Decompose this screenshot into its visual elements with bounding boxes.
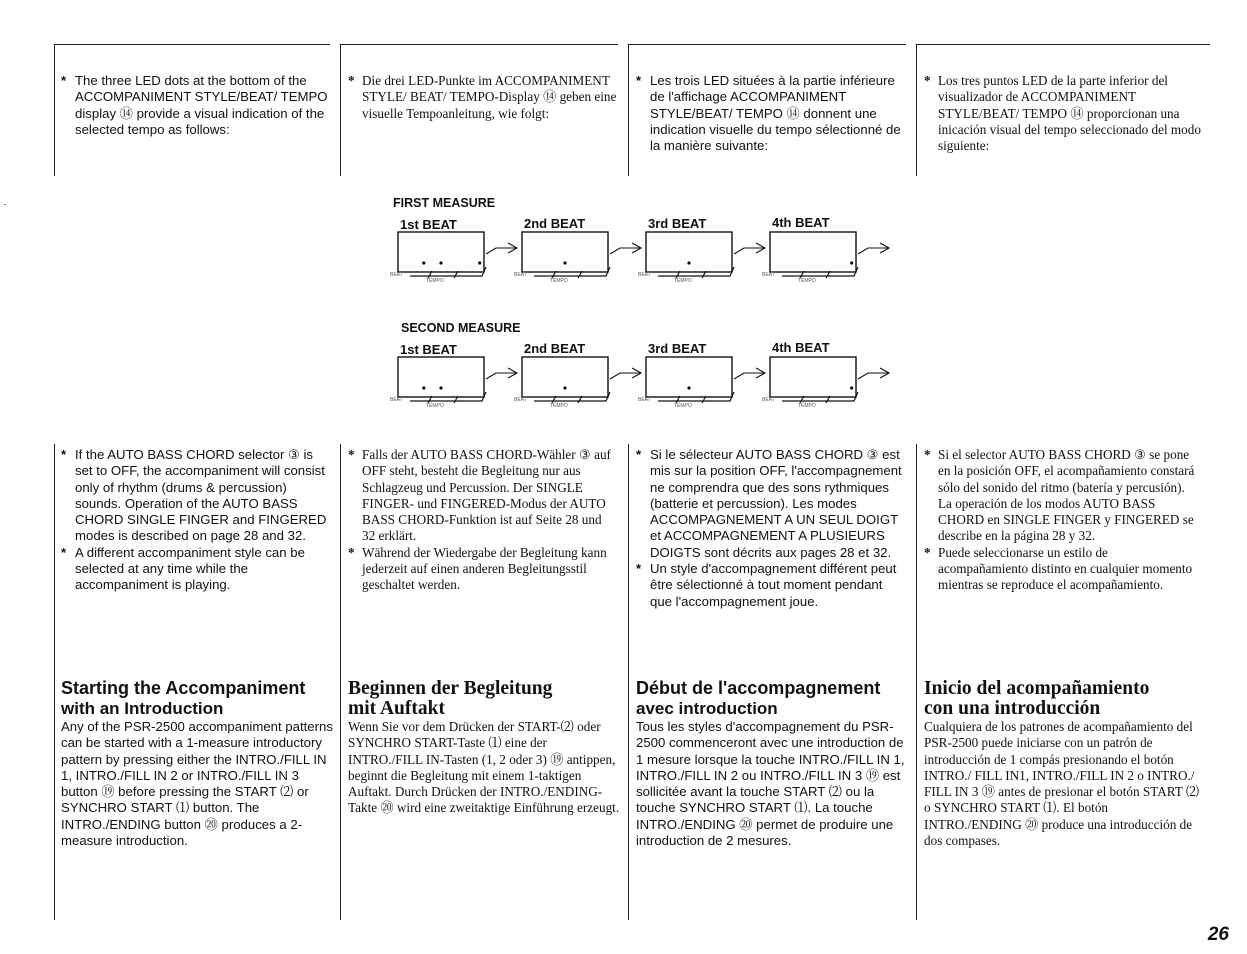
left-rule-col-1-bottom: [54, 444, 55, 920]
lcd-bezel-m1-b2: [534, 267, 610, 278]
led-dot-m1-b4-3: [850, 261, 853, 264]
fr-intro-bullet: * Les trois LED situées à la partie inférieure de l'affichage ACCOMPANIMENT STYLE/BEAT/ TEMPO ⑭ donnent une indication visuelle du tempo sélectionné de la manière suivante:: [636, 73, 908, 154]
beat-label-2-2: 2nd BEAT: [524, 341, 586, 356]
es-intro-bullet: * Los tres puntos LED de la parte inferior del visualizador de ACCOMPANIMENT STYLE/BEAT/ TEMPO ⑭ proporcionan una inicación visual del tempo seleccionado del modo siguiente:: [924, 73, 1208, 154]
tempo-caption-m1-b3: TEMPO: [674, 278, 692, 284]
led-dot-m1-b1-2: [439, 261, 442, 264]
de-note-2: * Während der Wiedergabe der Begleitung kann jederzeit auf einen anderen Begleitungsstil geschaltet werden.: [348, 545, 614, 594]
beat-arrow-m2-b1: [486, 368, 517, 379]
tempo-caption-m1-b1: TEMPO: [426, 278, 444, 284]
lcd-box-m1-b2: [522, 232, 608, 272]
tempo-caption-m1-b4: TEMPO: [798, 278, 816, 284]
de-subheading: mit Auftakt: [348, 698, 445, 719]
beat-caption-m1-b2: BEAT: [514, 272, 527, 278]
de-body: Wenn Sie vor dem Drücken der START-⑵ oder SYNCHRO START-Taste ⑴ eine der INTRO./FILL IN-Tasten (1, 2 oder 3) ⑲ antippen, beginnt die Begleitung mit einem 1-taktigen Auftakt. Durch Drücken der INTRO./ENDING-Takte ⑳ wird eine zweitaktige Einführung erzeugt.: [348, 719, 620, 816]
led-dot-m2-b4-3: [850, 386, 853, 389]
en-heading: Starting the Accompaniment: [61, 678, 306, 698]
fr-section: [636, 678, 912, 849]
de-heading: Beginnen der Begleitung: [348, 678, 553, 699]
de-note-1: * Falls der AUTO BASS CHORD-Wähler ③ auf OFF steht, besteht die Begleitung nur aus Schlagzeug und Percussion. Der SINGLE FINGER- und FINGERED-Modus der AUTO BASS CHORD-Funktion ist auf Seite 28 und 32 erklärt.: [348, 447, 614, 545]
lcd-box-m1-b4: [770, 232, 856, 272]
led-dot-m2-b1-2: [439, 386, 442, 389]
fr-note-1: * Si le sélecteur AUTO BASS CHORD ③ est mis sur la position OFF, l'accompagnement ne comprendra que des sons rythmiques (batterie et percussion). Les modes ACCOMPAGNEMENT A UN SEUL DOIGT et ACCOMPAGNEMENT A PLUSIEURS DOIGTS sont décrits aux pages 28 et 32.: [636, 447, 908, 561]
left-rule-col-2-top: [340, 44, 341, 176]
top-rule-col-4: [916, 44, 1210, 45]
es-body: Cualquiera de los patrones de acompañamiento del PSR-2500 puede iniciarse con un patrón de introducción de 1 compás presionando el botón INTRO./ FILL IN1, INTRO./FILL IN 2 o INTRO./ FILL IN 3 ⑲ antes de presionar el botón START ⑵ o SYNCHRO START ⑴. El botón INTRO./ENDING ⑳ produce una introducción de dos compases.: [924, 719, 1200, 849]
top-rule-col-1: [54, 44, 330, 45]
left-rule-col-3-top: [628, 44, 629, 176]
measure-title-1: FIRST MEASURE: [393, 196, 496, 210]
tempo-caption-m2-b2: TEMPO: [550, 403, 568, 409]
beat-label-2-4: 4th BEAT: [772, 340, 830, 355]
en-subheading: with an Introduction: [61, 699, 224, 718]
es-subheading: con una introducción: [924, 698, 1101, 719]
lcd-box-m1-b1: [398, 232, 484, 272]
en-note-1: * If the AUTO BASS CHORD selector ③ is set to OFF, the accompaniment will consist only of rhythm (drums & percussion) sounds. Operation of the AUTO BASS CHORD SINGLE FINGER and FINGERED modes is described on page 28 and 32.: [61, 447, 333, 545]
measure-title-2: SECOND MEASURE: [401, 321, 521, 335]
en-intro-bullet: * The three LED dots at the bottom of the ACCOMPANIMENT STYLE/BEAT/ TEMPO display ⑭ provide a visual indication of the selected tempo as follows:: [61, 73, 331, 138]
de-intro-bullet: * Die drei LED-Punkte im ACCOMPANIMENT STYLE/ BEAT/ TEMPO-Display ⑭ geben eine visuelle Tempoanleitung, wie folgt:: [348, 73, 620, 122]
tempo-caption-m2-b4: TEMPO: [798, 403, 816, 409]
beat-arrow-m1-b4: [858, 243, 889, 254]
led-dot-m2-b1-1: [422, 386, 425, 389]
beat-label-1-2: 2nd BEAT: [524, 216, 586, 231]
lcd-box-m2-b3: [646, 357, 732, 397]
lcd-box-m2-b2: [522, 357, 608, 397]
en-section: [61, 678, 333, 849]
fr-body: Tous les styles d'accompagnement du PSR-2500 commenceront avec une introduction de 1 mesure lorsque la touche INTRO./FILL IN 1, INTRO./FILL IN 2 ou INTRO./FILL IN 3 ⑲ est sollicitée avant la touche START ⑵ ou la touche SYNCHRO START ⑴. La touche INTRO./ENDING ⑳ permet de produire une introduction de 2 mesures.: [636, 719, 905, 849]
lcd-bezel-m2-b3: [658, 392, 734, 403]
es-note-2: * Puede seleccionarse un estilo de acompañamiento distinto en cualquier momento mientras se reproduce el acompañamiento.: [924, 545, 1200, 594]
lcd-box-m2-b1: [398, 357, 484, 397]
de-notes: [348, 447, 614, 594]
led-dot-m2-b3-2: [687, 386, 690, 389]
left-rule-col-2-bottom: [340, 444, 341, 920]
beat-caption-m2-b4: BEAT: [762, 397, 775, 403]
en-body: Any of the PSR-2500 accompaniment patterns can be started with a 1-measure introductory pattern by pressing either the INTRO./FILL IN 1, INTRO./FILL IN 2 or INTRO./FILL IN 3 button ⑲ before pressing the START ⑵ or SYNCHRO START ⑴ button. The INTRO./ENDING button ⑳ produces a 2-measure introduction.: [61, 719, 333, 849]
tempo-caption-m2-b1: TEMPO: [426, 403, 444, 409]
led-dot-m1-b1-1: [422, 261, 425, 264]
left-rule-col-4-bottom: [916, 444, 917, 920]
beat-arrow-m1-b3: [734, 243, 765, 254]
lcd-box-m2-b4: [770, 357, 856, 397]
fr-heading: Début de l'accompagnement: [636, 678, 881, 698]
tempo-caption-m2-b3: TEMPO: [674, 403, 692, 409]
tempo-caption-m1-b2: TEMPO: [550, 278, 568, 284]
beat-arrow-m1-b1: [486, 243, 517, 254]
beat-arrow-m2-b3: [734, 368, 765, 379]
beat-caption-m1-b4: BEAT: [762, 272, 775, 278]
beat-caption-m2-b1: BEAT: [390, 397, 403, 403]
top-rule-col-3: [628, 44, 906, 45]
es-heading: Inicio del acompañamiento: [924, 678, 1150, 699]
beat-arrow-m2-b4: [858, 368, 889, 379]
beat-arrow-m1-b2: [610, 243, 641, 254]
margin-mark: [4, 204, 6, 205]
de-intro: [348, 73, 620, 122]
es-notes: [924, 447, 1200, 594]
fr-notes: [636, 447, 908, 610]
lcd-bezel-m1-b4: [782, 267, 858, 278]
beat-label-1-4: 4th BEAT: [772, 215, 830, 230]
beat-caption-m1-b3: BEAT: [638, 272, 651, 278]
beat-arrow-m2-b2: [610, 368, 641, 379]
led-dot-m1-b1-3: [478, 261, 481, 264]
beat-label-2-1: 1st BEAT: [400, 342, 457, 357]
beat-label-1-1: 1st BEAT: [400, 217, 457, 232]
en-notes: [61, 447, 333, 594]
fr-subheading: avec introduction: [636, 699, 778, 718]
es-note-1: * Si el selector AUTO BASS CHORD ③ se pone en la posición OFF, el acompañamiento constará sólo del sonido del ritmo (batería y percusión). La operación de los modos AUTO BASS CHORD en SINGLE FINGER y FINGERED se describe en la página 28 y 32.: [924, 447, 1200, 545]
fr-intro: [636, 73, 908, 154]
lcd-box-m1-b3: [646, 232, 732, 272]
left-rule-col-4-top: [916, 44, 917, 176]
lcd-bezel-m1-b1: [410, 267, 486, 278]
beat-label-1-3: 3rd BEAT: [648, 216, 707, 231]
de-section: [348, 678, 620, 817]
lcd-bezel-m2-b4: [782, 392, 858, 403]
page-number: 26: [1207, 924, 1229, 945]
en-note-2: * A different accompaniment style can be selected at any time while the accompaniment is playing.: [61, 545, 333, 594]
lcd-bezel-m2-b2: [534, 392, 610, 403]
fr-note-2: * Un style d'accompagnement différent peut être sélectionné à tout moment pendant que l'accompagnement joue.: [636, 561, 908, 610]
es-section: [924, 678, 1206, 849]
led-dot-m1-b2-2: [563, 261, 566, 264]
lcd-bezel-m1-b3: [658, 267, 734, 278]
beat-caption-m2-b3: BEAT: [638, 397, 651, 403]
left-rule-col-3-bottom: [628, 444, 629, 920]
led-dot-m2-b2-2: [563, 386, 566, 389]
beat-label-2-3: 3rd BEAT: [648, 341, 707, 356]
en-intro: [61, 73, 331, 138]
beat-caption-m2-b2: BEAT: [514, 397, 527, 403]
led-dot-m1-b3-2: [687, 261, 690, 264]
top-rule-col-2: [340, 44, 618, 45]
beat-caption-m1-b1: BEAT: [390, 272, 403, 278]
es-intro: [924, 73, 1208, 154]
lcd-bezel-m2-b1: [410, 392, 486, 403]
left-rule-col-1-top: [54, 44, 55, 176]
